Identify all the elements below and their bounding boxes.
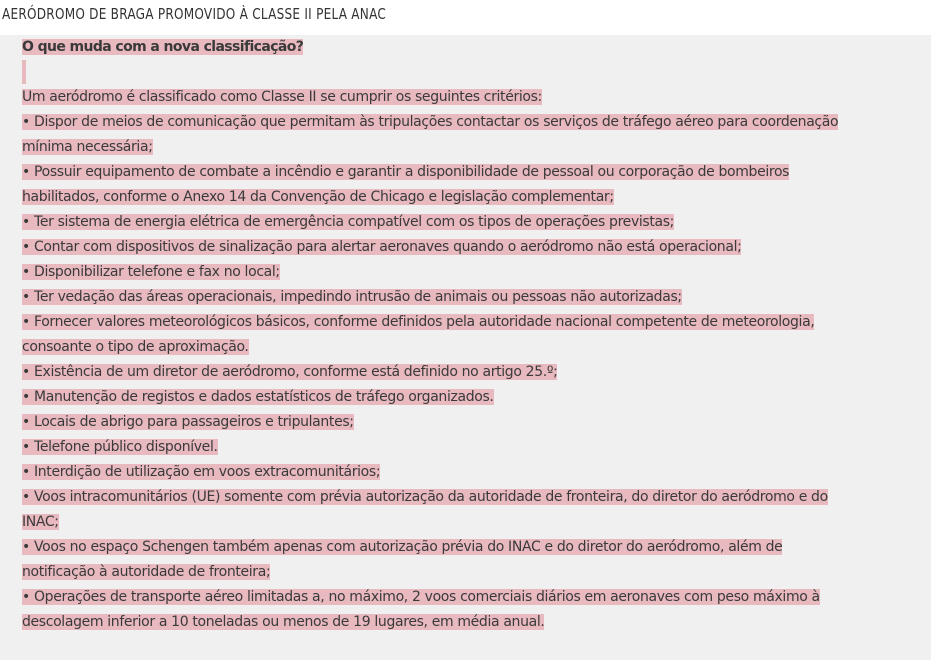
criterion-text: • Voos intracomunitários (UE) somente com prévia autorização da autoridade de fronteira, do diretor do aeródromo e do INAC; xyxy=(22,489,828,530)
list-item xyxy=(22,160,852,210)
list-item xyxy=(22,360,852,385)
criterion-text: • Possuir equipamento de combate a incêndio e garantir a disponibilidade de pessoal ou corporação de bombeiros habilitados, conforme o Anexo 14 da Convenção de Chicago e legislação complementar; xyxy=(22,164,790,205)
list-item xyxy=(22,235,852,260)
list-item xyxy=(22,460,852,485)
intro-text: Um aeródromo é classificado como Classe II se cumprir os seguintes critérios: xyxy=(22,89,542,105)
criterion-text: • Disponibilizar telefone e fax no local; xyxy=(22,264,280,280)
criterion-text: • Existência de um diretor de aeródromo, conforme está definido no artigo 25.º; xyxy=(22,364,558,380)
header-bar xyxy=(0,0,931,35)
list-item xyxy=(22,110,852,160)
criterion-text: • Voos no espaço Schengen também apenas com autorização prévia do INAC e do diretor do aeródromo, além de notificação à autoridade de fronteira; xyxy=(22,539,783,580)
criterion-text: • Interdição de utilização em voos extracomunitários; xyxy=(22,464,381,480)
list-item xyxy=(22,385,852,410)
list-item xyxy=(22,535,852,585)
criterion-text: • Dispor de meios de comunicação que permitam às tripulações contactar os serviços de tráfego aéreo para coordenação mínima necessária; xyxy=(22,114,839,155)
list-item xyxy=(22,410,852,435)
criterion-text: • Contar com dispositivos de sinalização para alertar aeronaves quando o aeródromo não está operacional; xyxy=(22,239,742,255)
criterion-text: • Telefone público disponível. xyxy=(22,439,218,455)
page-title: AERÓDROMO DE BRAGA PROMOVIDO À CLASSE II PELA ANAC xyxy=(2,5,387,23)
list-item xyxy=(22,435,852,460)
list-item xyxy=(22,585,852,635)
criterion-text: • Operações de transporte aéreo limitadas a, no máximo, 2 voos comerciais diários em aeronaves com peso máximo à descolagem inferior a 10 toneladas ou menos de 19 lugares, em média anual. xyxy=(22,589,820,630)
list-item xyxy=(22,310,852,360)
list-item xyxy=(22,260,852,285)
criterion-text: • Locais de abrigo para passageiros e tripulantes; xyxy=(22,414,354,430)
article-heading xyxy=(22,35,852,60)
criterion-text: • Ter sistema de energia elétrica de emergência compatível com os tipos de operações previstas; xyxy=(22,214,675,230)
list-item xyxy=(22,285,852,310)
heading-text: O que muda com a nova classificação? xyxy=(22,39,304,55)
article-body xyxy=(22,35,922,635)
criterion-text: • Ter vedação das áreas operacionais, impedindo intrusão de animais ou pessoas não autorizadas; xyxy=(22,289,682,305)
blank-line xyxy=(22,60,852,85)
intro-paragraph xyxy=(22,85,852,110)
criterion-text: • Fornecer valores meteorológicos básicos, conforme definidos pela autoridade nacional competente de meteorologia, consoante o tipo de aproximação. xyxy=(22,314,815,355)
list-item xyxy=(22,485,852,535)
criterion-text: • Manutenção de registos e dados estatísticos de tráfego organizados. xyxy=(22,389,494,405)
list-item xyxy=(22,210,852,235)
